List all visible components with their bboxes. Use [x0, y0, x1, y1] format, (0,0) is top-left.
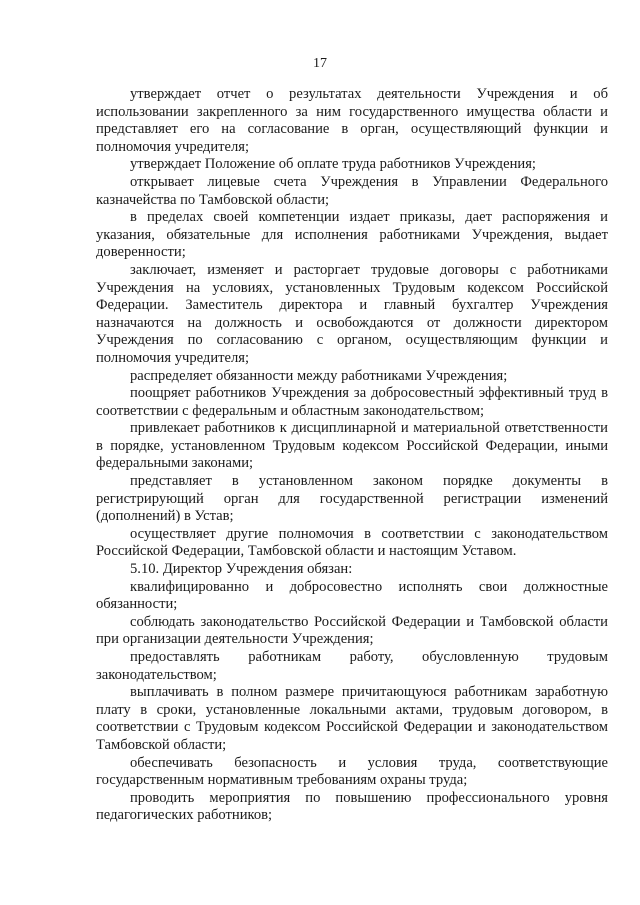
paragraph-provide-work: предоставлять работникам работу, обусловленную трудовым законодательством;: [96, 649, 608, 683]
paragraph-registration: представляет в установленном законом порядке документы в регистрирующий орган для государственной регистрации изменений (дополнений) в Устав;: [96, 473, 608, 525]
paragraph-other-powers: осуществляет другие полномочия в соответствии с законодательством Российской Федерации, Тамбовской области и настоящим Уставом.: [96, 525, 608, 560]
paragraph-observe-law: соблюдать законодательство Российской Федерации и Тамбовской области при организации деятельности Учреждения;: [96, 613, 608, 648]
paragraph-perform-duties: квалифицированно и добросовестно исполнять свои должностные обязанности;: [96, 578, 608, 613]
paragraph-accounts: открывает лицевые счета Учреждения в Управлении Федерального казначейства по Тамбовской области;: [96, 173, 608, 208]
paragraph-labor-contracts: заключает, изменяет и расторгает трудовые договоры с работниками Учреждения на условиях, установленных Трудовым кодексом Российской Федерации. Заместитель директора и главный бухгалтер Учреждения назначаются на должность и освобождаются от должности директором Учреждения по согласованию с органом, осуществляющим функции и полномочия учредителя;: [96, 261, 608, 366]
paragraph-pay-wages: выплачивать в полном размере причитающуюся работникам заработную плату в сроки, установленные локальными актами, трудовым договором, в соответствии с Трудовым кодексом Российской Федерации и законодательством Тамбовской области;: [96, 684, 608, 753]
page-number: 17: [313, 56, 327, 71]
paragraph-report-approval: утверждает отчет о результатах деятельности Учреждения и об использовании закрепленного за ним государственного имущества области и представляет его на согласование в орган, осуществляющий функции и полномочия учредителя;: [96, 86, 608, 155]
paragraph-duties-distribution: распределяет обязанности между работниками Учреждения;: [130, 367, 508, 384]
document-body: [96, 86, 608, 825]
section-heading-5-10: 5.10. Директор Учреждения обязан:: [130, 561, 353, 578]
paragraph-safety: обеспечивать безопасность и условия труда, соответствующие государственным нормативным требованиям охраны труда;: [96, 754, 608, 789]
paragraph-professional-level: проводить мероприятия по повышению профессионального уровня педагогических работников;: [96, 789, 608, 824]
paragraph-orders: в пределах своей компетенции издает приказы, дает распоряжения и указания, обязательные для исполнения работниками Учреждения, выдает доверенности;: [96, 209, 608, 261]
paragraph-wage-regulation: утверждает Положение об оплате труда работников Учреждения;: [130, 156, 536, 173]
paragraph-encouragement: поощряет работников Учреждения за добросовестный эффективный труд в соответствии с федеральным и областным законодательством;: [96, 385, 608, 419]
paragraph-liability: привлекает работников к дисциплинарной и материальной ответственности в порядке, установленном Трудовым кодексом Российской Федерации, иными федеральными законами;: [96, 420, 608, 472]
